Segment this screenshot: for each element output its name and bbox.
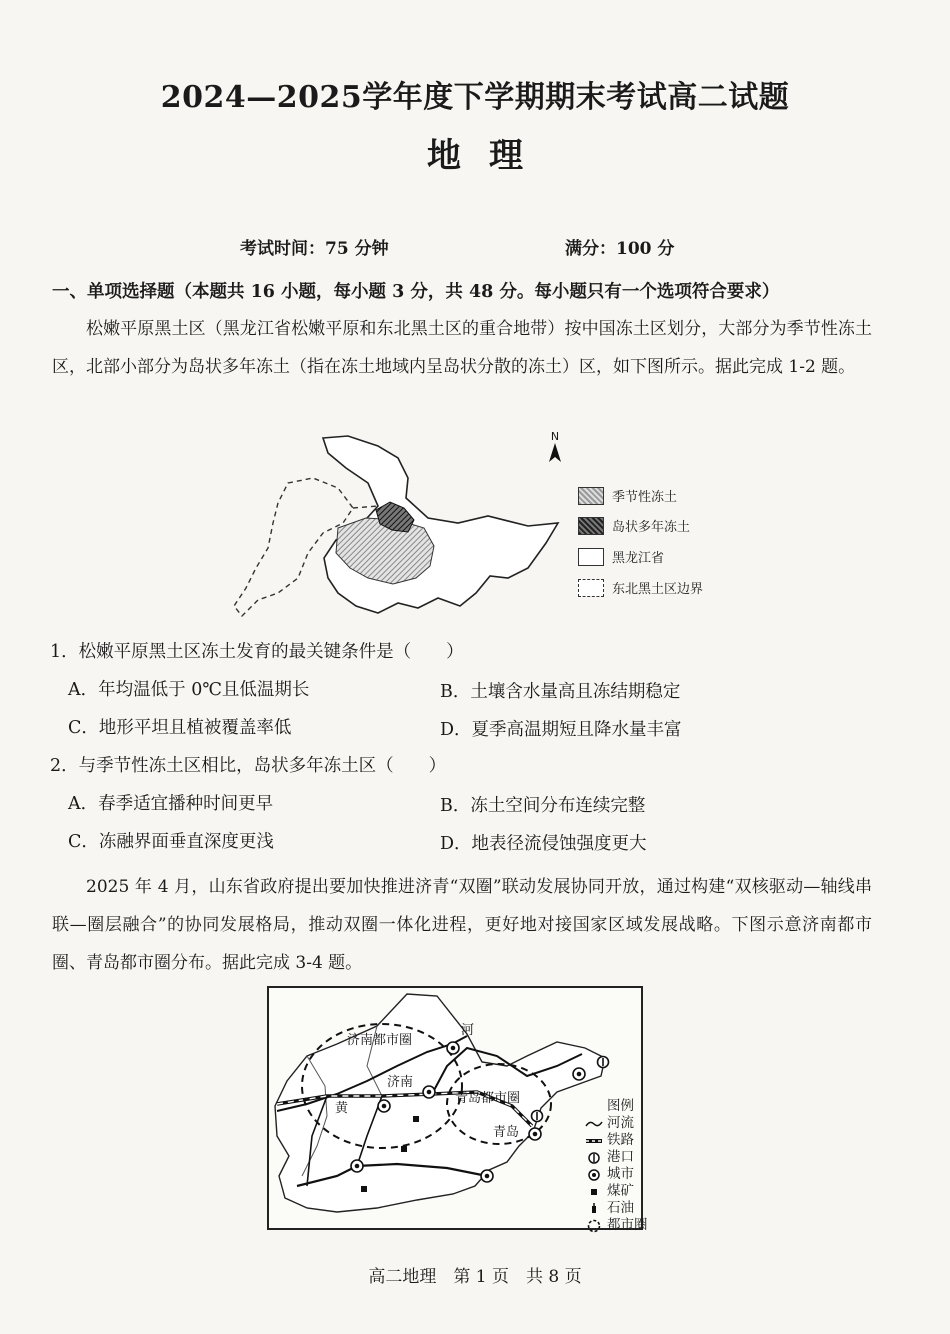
legend-boundary: 东北黑土区边界 bbox=[578, 578, 703, 597]
q1-option-d: D．夏季高温期短且降水量丰富 bbox=[440, 720, 682, 740]
coal-mine-3 bbox=[361, 1186, 367, 1192]
oil-icon bbox=[585, 1202, 603, 1216]
legend-title: 图例 bbox=[607, 1098, 634, 1114]
legend-seasonal: 季节性冻土 bbox=[578, 486, 677, 505]
q1-option-c: C．地形平坦且植被覆盖率低 bbox=[68, 718, 292, 738]
passage-1: 松嫩平原黑土区（黑龙江省松嫩平原和东北黑土区的重合地带）按中国冻土区划分，大部分为季节性冻土区，北部小部分为岛状多年冻土（指在冻土地域内呈岛状分散的冻土）区，如下图所示。据此完成 1-2 题。 bbox=[52, 319, 872, 377]
legend-city: 城市 bbox=[585, 1166, 648, 1183]
port-icon bbox=[585, 1151, 603, 1165]
q2-option-a: A．春季适宜播种时间更早 bbox=[68, 794, 274, 814]
label-jinan-circle: 济南都市圈 bbox=[347, 1033, 413, 1048]
label-qingdao-circle: 青岛都市圈 bbox=[455, 1091, 521, 1106]
question-1: 1．松嫩平原黑土区冻土发育的最关键条件是（ ） bbox=[50, 642, 464, 662]
coal-mine-2 bbox=[401, 1146, 407, 1152]
frozen-soil-map bbox=[228, 428, 568, 628]
legend-island: 岛状多年冻土 bbox=[578, 516, 690, 535]
legend-metro-circle: 都市圈 bbox=[585, 1217, 648, 1234]
island-swatch bbox=[578, 517, 604, 535]
label-huang: 黄 bbox=[335, 1101, 349, 1116]
label-jinan: 济南 bbox=[387, 1075, 414, 1090]
north-label: N bbox=[550, 430, 560, 443]
label-river: 河 bbox=[461, 1023, 475, 1038]
metro-circle-icon bbox=[585, 1219, 603, 1233]
q1-option-a: A．年均温低于 0℃且低温期长 bbox=[68, 680, 310, 700]
q2-option-c: C．冻融界面垂直深度更浅 bbox=[68, 832, 274, 852]
full-score: 满分：100 分 bbox=[565, 239, 675, 259]
boundary-swatch bbox=[578, 579, 604, 597]
label-qingdao: 青岛 bbox=[493, 1125, 520, 1140]
map2-legend bbox=[585, 1098, 648, 1234]
passage-2: 2025 年 4 月，山东省政府提出要加快推进济青“双圈”联动发展协同开放，通过构建“双核驱动—轴线串联—圈层融合”的协同发展格局，推动双圈一体化进程，更好地对接国家区域发展战略。下图示意济南都市圈、青岛都市圈分布。据此完成 3-4 题。 bbox=[52, 877, 872, 973]
legend-oil: 石油 bbox=[585, 1200, 648, 1217]
legend-port: 港口 bbox=[585, 1149, 648, 1166]
coal-icon bbox=[585, 1185, 603, 1199]
exam-title: 2024—2025学年度下学期期末考试高二试题 bbox=[160, 80, 790, 115]
section-heading: 一、单项选择题（本题共 16 小题，每小题 3 分，共 48 分。每小题只有一个选项符合要求） bbox=[52, 282, 780, 302]
q1-option-b: B．土壤含水量高且冻结期稳定 bbox=[440, 682, 681, 702]
railway-line-icon bbox=[585, 1135, 603, 1147]
legend-coal: 煤矿 bbox=[585, 1183, 648, 1200]
legend-province: 黑龙江省 bbox=[578, 547, 664, 566]
q2-option-d: D．地表径流侵蚀强度更大 bbox=[440, 834, 647, 854]
river-line-icon bbox=[585, 1118, 603, 1130]
page-footer: 高二地理 第 1 页 共 8 页 bbox=[368, 1267, 582, 1287]
question-2: 2．与季节性冻土区相比，岛状多年冻土区（ ） bbox=[50, 756, 447, 776]
city-icon bbox=[585, 1168, 603, 1182]
seasonal-swatch bbox=[578, 487, 604, 505]
north-arrow-icon bbox=[548, 443, 562, 463]
legend-river: 河流 bbox=[585, 1115, 648, 1132]
subject-title: 地理 bbox=[427, 136, 551, 176]
province-swatch bbox=[578, 548, 604, 566]
q2-option-b: B．冻土空间分布连续完整 bbox=[440, 796, 646, 816]
legend-railway: 铁路 bbox=[585, 1132, 648, 1149]
coal-mine-1 bbox=[413, 1116, 419, 1122]
exam-time: 考试时间：75 分钟 bbox=[240, 239, 389, 259]
